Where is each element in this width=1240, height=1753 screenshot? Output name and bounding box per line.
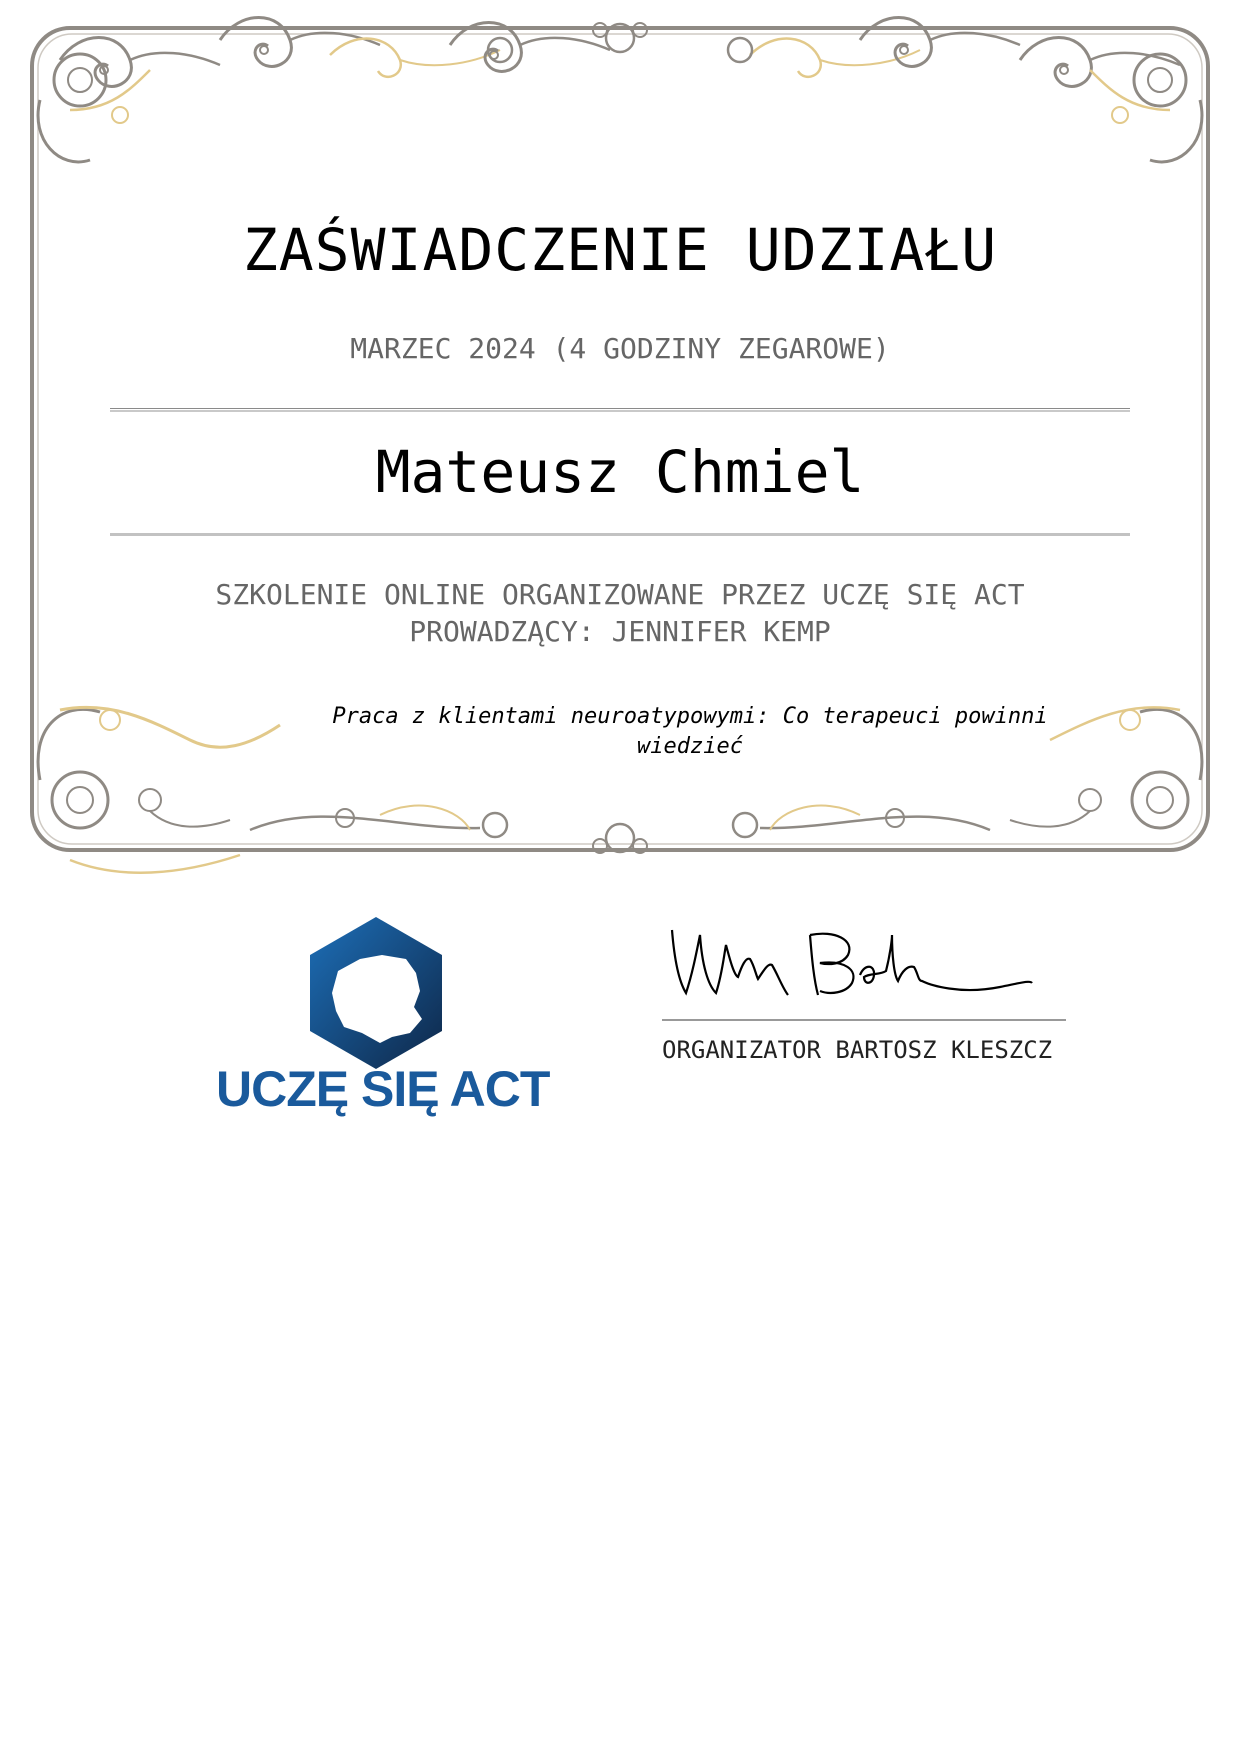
course-title-line2: wiedzieć bbox=[637, 734, 743, 759]
logo-text-label: UCZĘ SIĘ ACT bbox=[216, 1061, 550, 1117]
signature-image bbox=[660, 915, 1060, 1015]
divider-bottom bbox=[110, 533, 1130, 536]
corner-ornament-bottom-left bbox=[38, 707, 280, 872]
signature-line bbox=[662, 1019, 1066, 1021]
divider-top bbox=[110, 408, 1130, 412]
course-title bbox=[300, 702, 1080, 762]
participant-name: Mateusz Chmiel bbox=[375, 438, 865, 506]
certificate-title: ZAŚWIADCZENIE UDZIAŁU bbox=[242, 216, 998, 284]
corner-ornament-top-right bbox=[1090, 54, 1202, 162]
course-title-line1: Praca z klientami neuroatypowymi: Co terapeuci powinni bbox=[332, 704, 1048, 729]
signature-label: ORGANIZATOR BARTOSZ KLESZCZ bbox=[662, 1036, 1053, 1064]
organized-by-text: SZKOLENIE ONLINE ORGANIZOWANE PRZEZ UCZĘ SIĘ ACT bbox=[215, 578, 1025, 611]
presenter-text: PROWADZĄCY: JENNIFER KEMP bbox=[409, 615, 831, 648]
logo-text bbox=[216, 1060, 549, 1118]
bottom-ornament bbox=[250, 806, 990, 853]
date-line: MARZEC 2024 (4 GODZINY ZEGAROWE) bbox=[350, 332, 890, 365]
description-block bbox=[0, 576, 1240, 650]
